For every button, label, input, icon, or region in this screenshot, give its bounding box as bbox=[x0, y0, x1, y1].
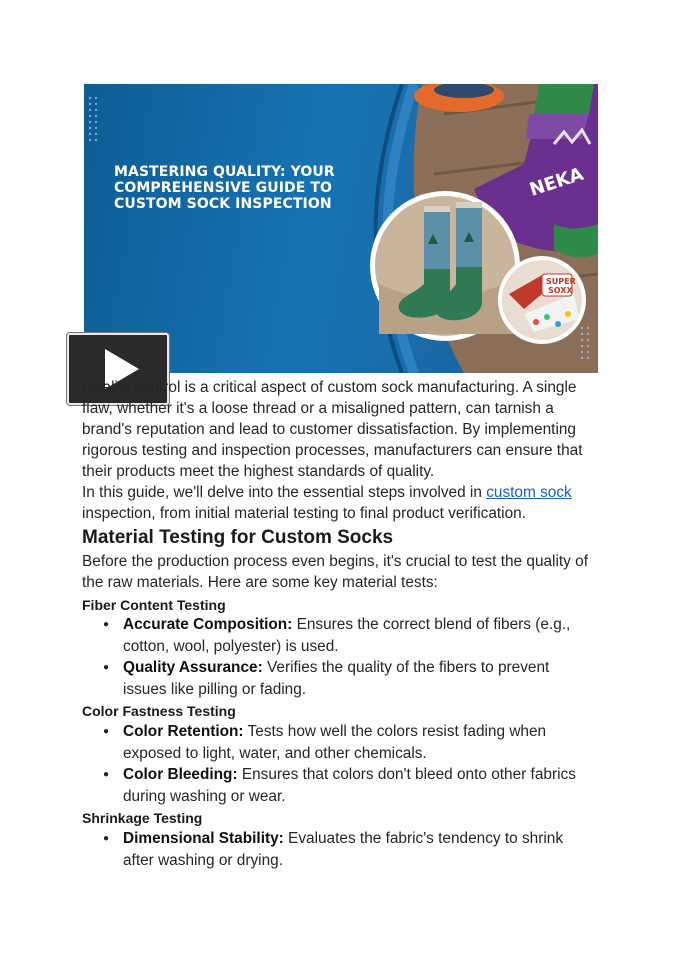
list-item bbox=[82, 614, 592, 657]
item-label: Color Bleeding: bbox=[123, 766, 238, 783]
item-text: Verifies the quality of the fibers to prevent issues like pilling or fading. bbox=[123, 659, 550, 698]
intro-p2-before: In this guide, we'll delve into the essential steps involved in bbox=[82, 484, 487, 501]
section-intro: Before the production process even begins, it's crucial to test the quality of the raw materials. Here are some key material tests: bbox=[82, 553, 588, 591]
banner-art bbox=[84, 84, 598, 373]
group-title-shrinkage: Shrinkage Testing bbox=[82, 810, 203, 826]
list-item bbox=[82, 657, 592, 700]
group-title-color: Color Fastness Testing bbox=[82, 703, 236, 719]
item-label: Dimensional Stability: bbox=[123, 830, 284, 847]
hero-banner bbox=[84, 84, 598, 373]
color-list bbox=[82, 721, 592, 807]
list-item bbox=[82, 721, 592, 764]
sock-soxx-text: SOXX bbox=[548, 286, 573, 295]
item-label: Quality Assurance: bbox=[123, 659, 263, 676]
list-item bbox=[82, 828, 592, 871]
item-label: Accurate Composition: bbox=[123, 616, 293, 633]
item-text: Ensures that colors don't bleed onto other fabrics during washing or wear. bbox=[123, 766, 576, 805]
fiber-list bbox=[82, 614, 592, 700]
item-label: Color Retention: bbox=[123, 723, 244, 740]
item-text: Ensures the correct blend of fibers (e.g., cotton, wool, polyester) is used. bbox=[123, 616, 571, 655]
sock-brand-text: NEKA bbox=[527, 163, 587, 201]
custom-sock-link[interactable]: custom sock bbox=[486, 484, 572, 501]
shrinkage-list bbox=[82, 828, 592, 871]
list-item bbox=[82, 764, 592, 807]
group-title-fiber: Fiber Content Testing bbox=[82, 597, 226, 613]
intro-paragraph-1: Quality control is a critical aspect of custom sock manufacturing. A single flaw, whether it's a loose thread or a misaligned pattern, can tarnish a brand's reputation and lead to customer dissatisfaction. By implementing rigorous testing and inspection processes, manufacturers can ensure that their products meet the highest standards of quality. bbox=[82, 379, 583, 480]
sock-super-text: SUPER bbox=[546, 277, 576, 286]
item-text: Tests how well the colors resist fading when exposed to light, water, and other chemicals. bbox=[123, 723, 547, 762]
banner-title: MASTERING QUALITY: YOUR COMPREHENSIVE GUIDE TO CUSTOM SOCK INSPECTION bbox=[114, 164, 335, 212]
intro-p2-after: inspection, from initial material testing to final product verification. bbox=[82, 505, 526, 522]
intro-text bbox=[82, 377, 592, 524]
section-heading: Material Testing for Custom Socks bbox=[82, 527, 394, 548]
intro-paragraph-2 bbox=[82, 482, 592, 524]
item-text: Evaluates the fabric's tendency to shrink after washing or drying. bbox=[123, 830, 564, 869]
